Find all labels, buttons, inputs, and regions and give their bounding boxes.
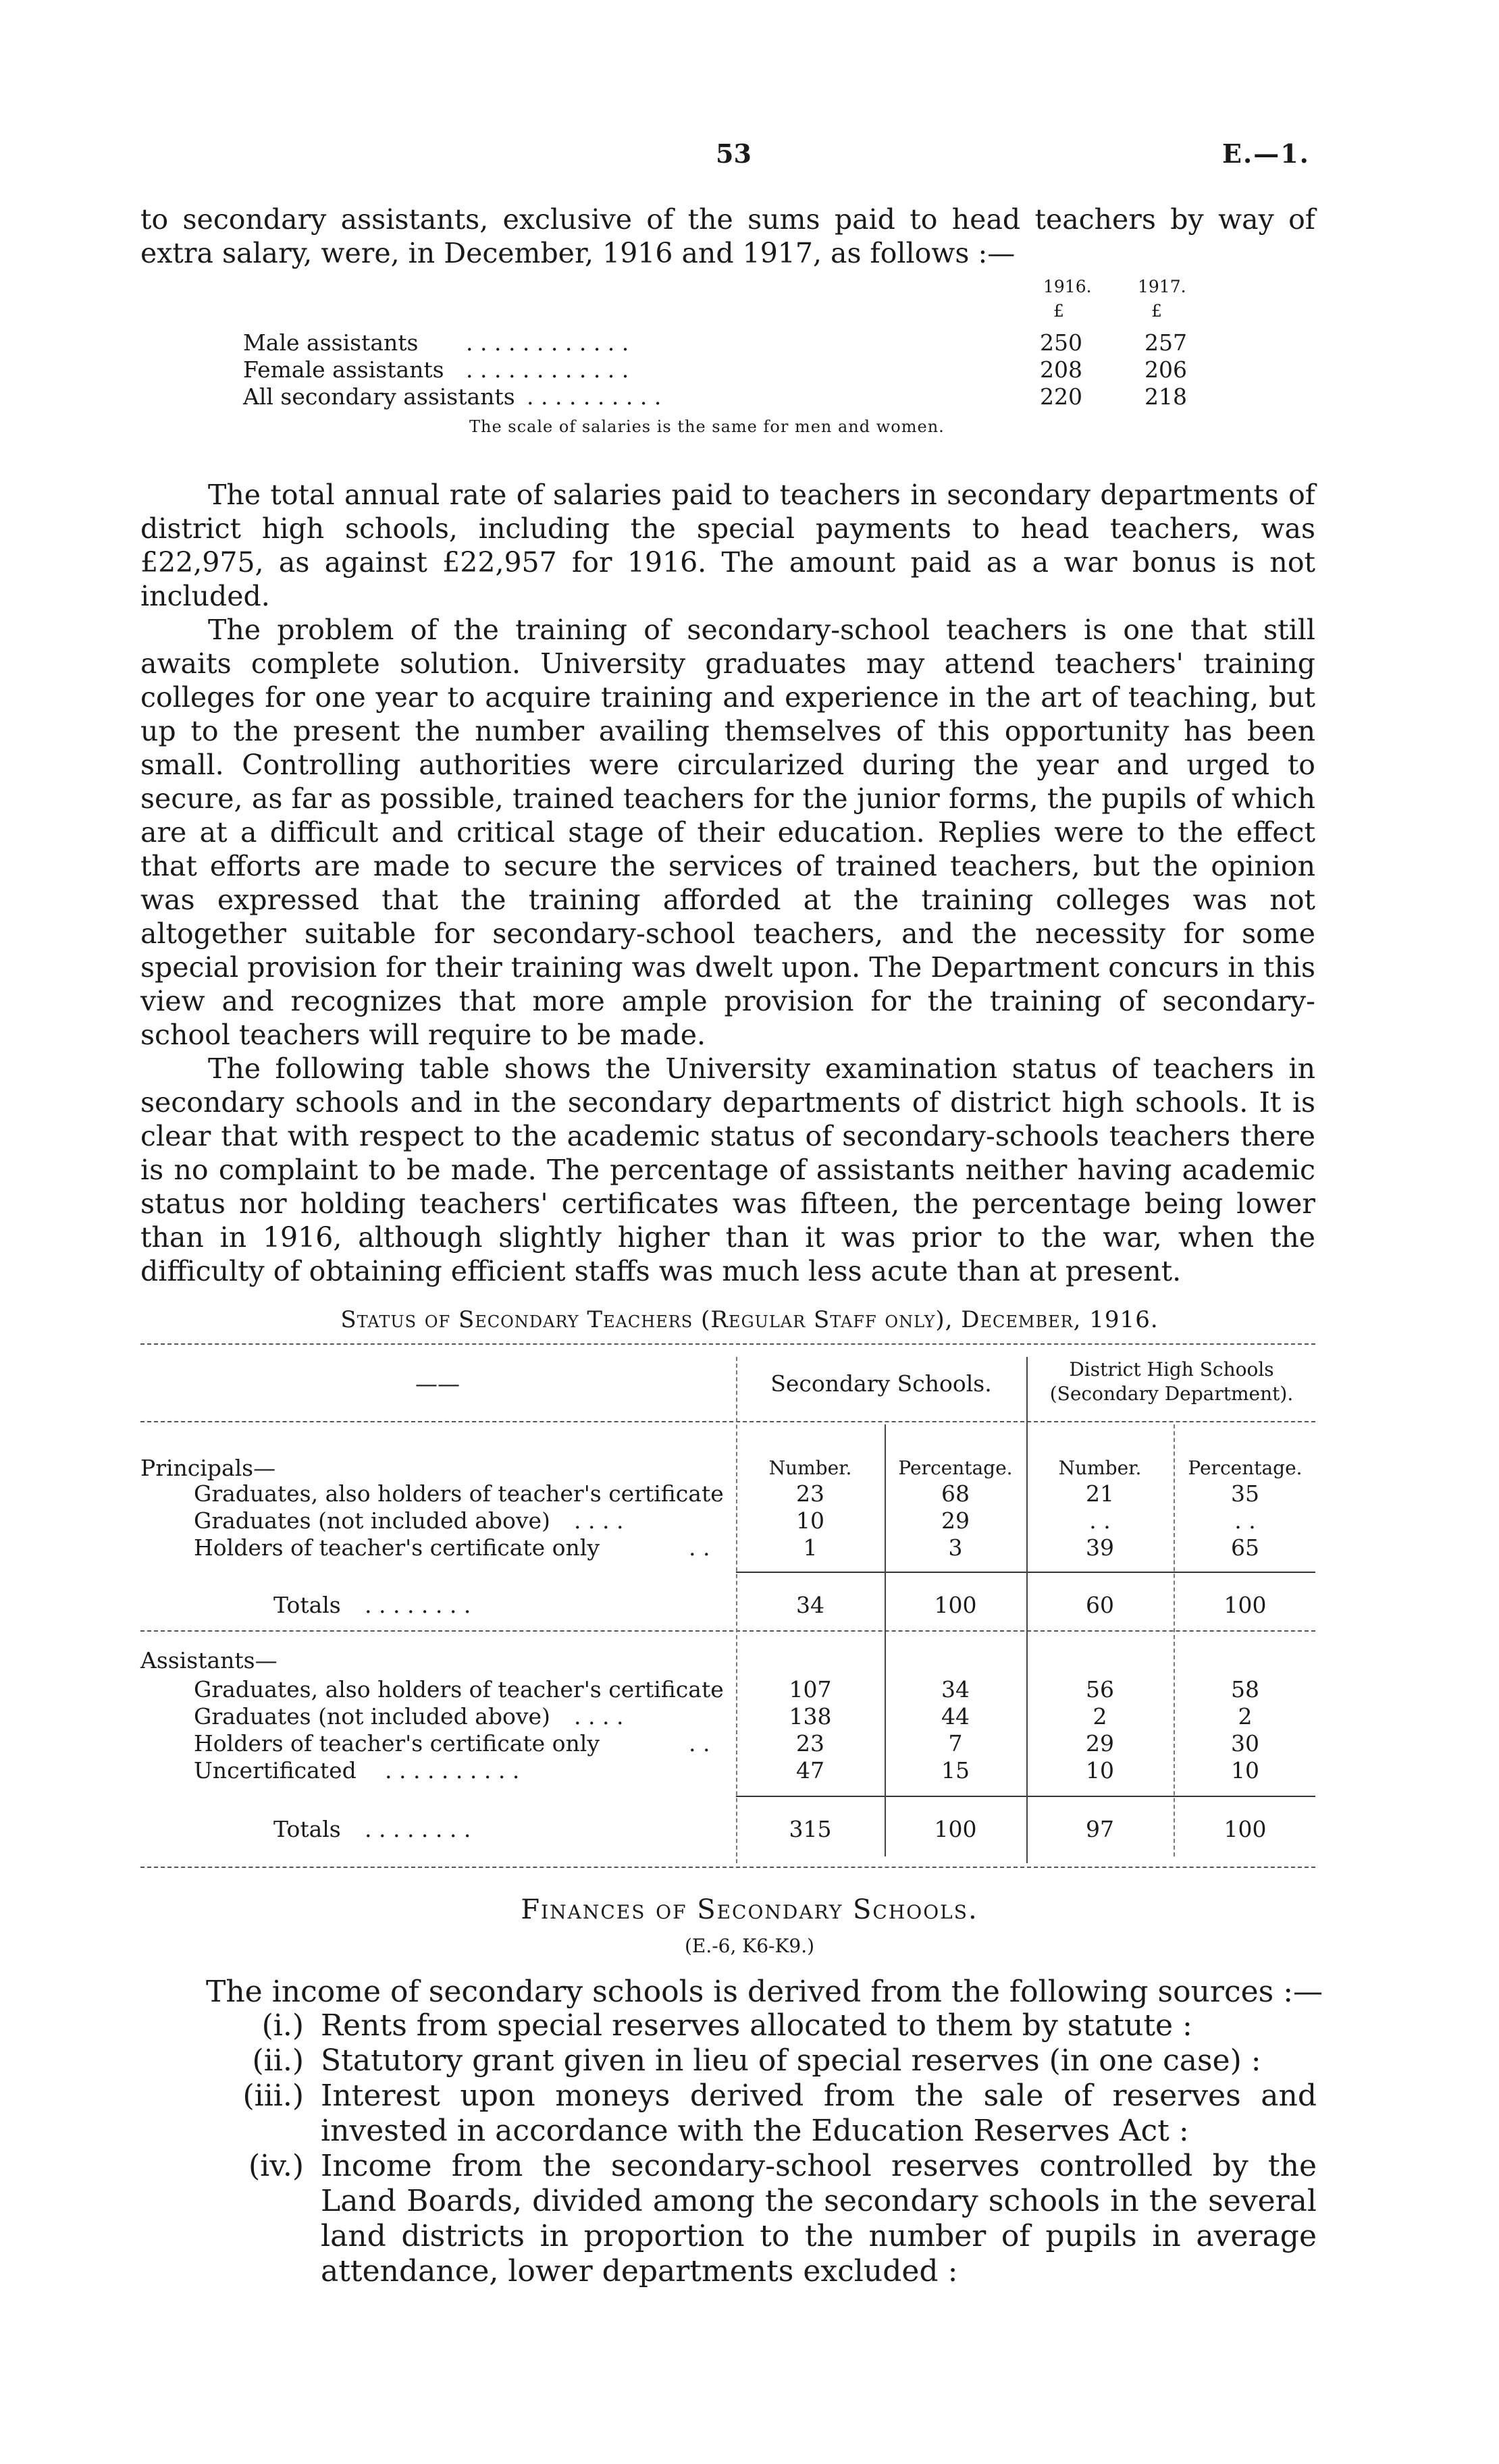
principals-sum-rule-ss xyxy=(736,1572,1026,1573)
totals-dots: . . . . . . . . xyxy=(365,1592,471,1618)
salary-row-1916: 250 xyxy=(1040,329,1082,356)
subheader-ss-number: Number. xyxy=(768,1457,852,1479)
cell-ss-number: 10 xyxy=(796,1507,824,1534)
source-number: (ii.) xyxy=(252,2043,304,2078)
source-text: Rents from special reserves allocated to them by statute : xyxy=(321,2008,1192,2043)
source-number: (i.) xyxy=(261,2008,304,2043)
table-bottom-rule xyxy=(140,1867,1315,1868)
total-ss-number: 34 xyxy=(796,1592,824,1618)
intro-line-1: to secondary assistants, exclusive of the sums paid to head teachers by way of xyxy=(140,203,1315,236)
row-label: Graduates (not included above) xyxy=(194,1507,550,1534)
salary-row-dots: . . . . . . . . . . . . xyxy=(466,329,629,356)
totals-label: Totals xyxy=(273,1592,341,1618)
salary-row-1917: 218 xyxy=(1145,383,1187,410)
cell-ss-number: 23 xyxy=(796,1480,824,1507)
total-dhs-percentage: 100 xyxy=(1224,1816,1267,1842)
total-dhs-number: 97 xyxy=(1086,1816,1114,1842)
cell-dhs-number: 39 xyxy=(1086,1534,1114,1561)
cell-ss-percentage: 3 xyxy=(948,1534,963,1561)
subheader-dhs-number: Number. xyxy=(1058,1457,1142,1479)
paragraph-status: The following table shows the University examination status of teachers in secondary schools and in the secondary departments of district high schools. It is clear that with respect to the academic status of secondary-schools teachers there is no complaint to be made. The percentage of assistants neither having academic status nor holding teachers' certificates was fifteen, the percentage being lower than in 1916, although slightly higher than it was prior to the war, when the difficulty of obtaining efficient staffs was much less acute than at present. xyxy=(140,1052,1315,1287)
cell-ss-percentage: 29 xyxy=(941,1507,970,1534)
group-header-district-2: (Secondary Department). xyxy=(1049,1383,1294,1405)
row-label: Graduates (not included above) xyxy=(194,1703,550,1730)
total-dhs-number: 60 xyxy=(1086,1592,1114,1618)
cell-dhs-percentage: 30 xyxy=(1231,1730,1259,1757)
section-label-principals: Principals— xyxy=(140,1455,276,1481)
total-ss-number: 315 xyxy=(789,1816,832,1842)
cell-ss-percentage: 44 xyxy=(941,1703,970,1730)
cell-dhs-percentage: 58 xyxy=(1231,1676,1259,1703)
salary-row-label: Male assistants xyxy=(243,329,419,356)
row-dots: . . . . xyxy=(574,1703,624,1730)
section-label-assistants: Assistants— xyxy=(140,1647,278,1673)
salary-row-1917: 206 xyxy=(1145,356,1187,383)
row-dots: . . xyxy=(689,1730,710,1757)
row-label: Holders of teacher's certificate only xyxy=(194,1730,600,1757)
cell-ss-percentage: 68 xyxy=(941,1480,970,1507)
cell-dhs-percentage: 2 xyxy=(1238,1703,1253,1730)
salary-note: The scale of salaries is the same for men and women. xyxy=(469,417,945,436)
cell-dhs-number: 29 xyxy=(1086,1730,1114,1757)
cell-dhs-number: . . xyxy=(1089,1507,1111,1534)
cell-ss-number: 1 xyxy=(803,1534,818,1561)
source-text: Income from the secondary-school reserves controlled by the Land Boards, divided among the secondary schools in the several land districts in proportion to the number of pupils in average attendance, lower departments excluded : xyxy=(321,2149,1317,2288)
cell-ss-number: 138 xyxy=(789,1703,832,1730)
paragraph-training: The problem of the training of secondary-school teachers is one that still awaits complete solution. University graduates may attend teachers' training colleges for one year to acquire training and experience in the art of teaching, but up to the present the number availing themselves of this opportunity has been small. Controlling authorities were circularized during the year and urged to secure, as far as possible, trained teachers for the junior forms, the pupils of which are at a difficult and critical stage of their education. Replies were to the effect that efforts are made to secure the services of trained teachers, but the opinion was expressed that the training afforded at the training colleges was not altogether suitable for secondary-school teachers, and the necessity for some special provision for their training was dwelt upon. The Department concurs in this view and recognizes that more ample provision for the training of secondary-school teachers will require to be made. xyxy=(140,614,1315,1051)
source-number: (iii.) xyxy=(242,2079,304,2113)
salary-col-1916: 1916. xyxy=(1043,277,1092,296)
salary-row-1916: 208 xyxy=(1040,356,1082,383)
totals-label: Totals xyxy=(273,1816,341,1842)
cell-ss-percentage: 34 xyxy=(941,1676,970,1703)
intro-line-2: extra salary, were, in December, 1916 and 1917, as follows :— xyxy=(140,237,1016,269)
salary-row-dots: . . . . . . . . . . . . xyxy=(466,356,629,383)
page-number: 53 xyxy=(716,138,752,169)
salary-row-label: Female assistants xyxy=(243,356,444,383)
source-number: (iv.) xyxy=(248,2149,304,2183)
cell-ss-number: 107 xyxy=(789,1676,832,1703)
cell-dhs-percentage: 35 xyxy=(1231,1480,1259,1507)
cell-dhs-percentage: . . xyxy=(1234,1507,1256,1534)
status-table-title: Status of Secondary Teachers (Regular Staff only), December, 1916. xyxy=(340,1306,1159,1333)
cell-ss-percentage: 15 xyxy=(941,1757,970,1784)
source-text: Statutory grant given in lieu of special reserves (in one case) : xyxy=(321,2043,1261,2078)
group-header-district-1: District High Schools xyxy=(1069,1358,1274,1381)
section-rule xyxy=(140,1630,1315,1632)
paragraph-salaries: The total annual rate of salaries paid to teachers in secondary departments of district high schools, including the special payments to head teachers, was £22,975, as against £22,957 for 1916. The amount paid as a war bonus is not included. xyxy=(140,479,1315,612)
stub-header: —— xyxy=(415,1370,460,1397)
assistants-sum-rule-ss xyxy=(736,1796,1026,1797)
table-header-rule xyxy=(140,1421,1315,1422)
total-ss-percentage: 100 xyxy=(934,1816,977,1842)
totals-dots: . . . . . . . . xyxy=(365,1816,471,1842)
subheader-ss-percentage: Percentage. xyxy=(898,1457,1013,1479)
cell-dhs-number: 21 xyxy=(1086,1480,1114,1507)
salary-currency-1917: £ xyxy=(1151,301,1162,321)
total-dhs-percentage: 100 xyxy=(1224,1592,1267,1618)
row-label: Holders of teacher's certificate only xyxy=(194,1534,600,1561)
salary-currency-1916: £ xyxy=(1053,301,1064,321)
cell-dhs-percentage: 10 xyxy=(1231,1757,1259,1784)
row-dots: . . xyxy=(689,1534,710,1561)
salary-row-dots: . . . . . . . . . . xyxy=(527,383,662,410)
table-top-rule xyxy=(140,1343,1315,1345)
finances-reference: (E.-6, K6-K9.) xyxy=(684,1935,815,1957)
subheader-dhs-percentage: Percentage. xyxy=(1188,1457,1303,1479)
salary-row-1917: 257 xyxy=(1145,329,1187,356)
salary-row-label: All secondary assistants xyxy=(243,383,515,410)
group-header-secondary: Secondary Schools. xyxy=(770,1370,992,1397)
assistants-sum-rule-dhs xyxy=(1026,1796,1315,1797)
row-label: Uncertificated xyxy=(194,1757,357,1784)
finances-title: Finances of Secondary Schools. xyxy=(521,1894,978,1925)
cell-ss-number: 23 xyxy=(796,1730,824,1757)
cell-dhs-number: 2 xyxy=(1093,1703,1107,1730)
cell-ss-number: 47 xyxy=(796,1757,824,1784)
cell-dhs-percentage: 65 xyxy=(1231,1534,1259,1561)
source-text: Interest upon moneys derived from the sale of reserves and invested in accordance with the Education Reserves Act : xyxy=(321,2079,1317,2148)
cell-dhs-number: 56 xyxy=(1086,1676,1114,1703)
row-dots: . . . . . . . . . . xyxy=(385,1757,520,1784)
finances-intro: The income of secondary schools is derived from the following sources :— xyxy=(206,1975,1323,2009)
salary-col-1917: 1917. xyxy=(1138,277,1186,296)
total-ss-percentage: 100 xyxy=(934,1592,977,1618)
cell-dhs-number: 10 xyxy=(1086,1757,1114,1784)
cell-ss-percentage: 7 xyxy=(948,1730,963,1757)
row-label: Graduates, also holders of teacher's certificate xyxy=(194,1676,724,1703)
principals-sum-rule-dhs xyxy=(1026,1572,1315,1573)
document-code: E.—1. xyxy=(1222,138,1310,169)
row-label: Graduates, also holders of teacher's certificate xyxy=(194,1480,724,1507)
salary-row-1916: 220 xyxy=(1040,383,1082,410)
row-dots: . . . . xyxy=(574,1507,624,1534)
